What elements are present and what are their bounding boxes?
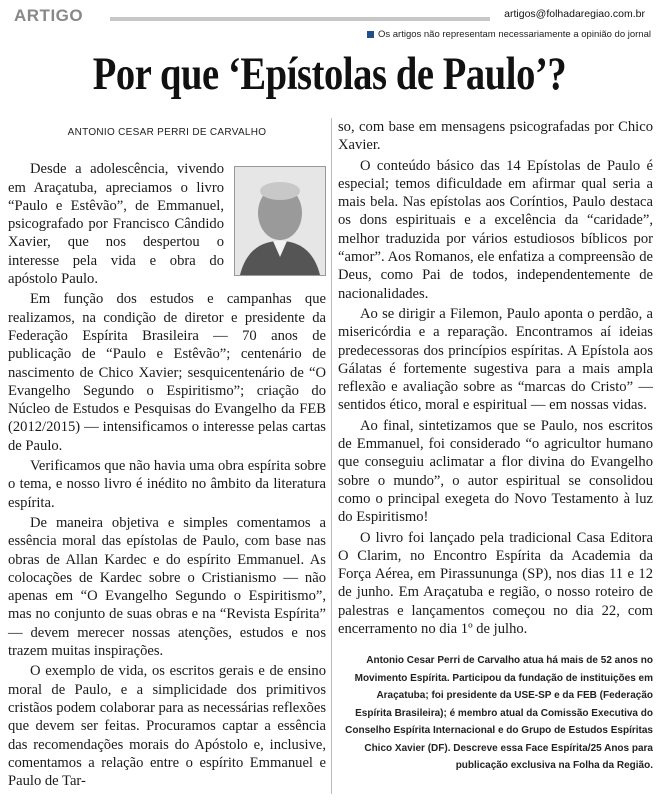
contact-email[interactable]: artigos@folhadaregiao.com.br (504, 8, 645, 20)
disclaimer-text: Os artigos não representam necessariamente a opinião do jornal (377, 29, 651, 40)
paragraph: O conteúdo básico das 14 Epístolas de Paulo é especial; temos dificuldade em afirmar qual seria a mais bela. Nas epístolas aos Coríntios, Paulo destaca os dons espirituais e a excelência da “caridade”, melhor traduzida por vários estudiosos bíblicos por “amor”. Aos Romanos, ele enfatiza a compreensão de Deus, como Pai de todos, independentemente de nacionalidades. (338, 157, 653, 302)
paragraph: O livro foi lançado pela tradicional Casa Editora O Clarim, no Encontro Espírita da Academia da Força Aérea, em Pirassununga (SP), nos dias 11 e 12 de junho. Em Araçatuba e região, o nosso roteiro de palestras e lançamentos começou no dia 22, com encerramento no dia 1º de julho. (338, 529, 653, 638)
square-bullet-icon (367, 31, 374, 38)
section-label: ARTIGO (14, 6, 84, 25)
author-byline: ANTONIO CESAR PERRI DE CARVALHO (67, 127, 267, 138)
column-divider (331, 118, 332, 794)
page-header (6, 4, 651, 40)
disclaimer (367, 29, 651, 40)
right-column (338, 118, 653, 775)
portrait-icon (235, 167, 325, 275)
author-photo (234, 166, 326, 276)
paragraph: De maneira objetiva e simples comentamos a essência moral das epístolas de Paulo, com base nas obras de Allan Kardec e do espírito Emmanuel. As colocações de Kardec sobre o Cristianismo — não apenas em “O Evangelho Segundo o Espiritismo”, mas no conjunto de suas obras e na “Revista Espírita” — devem merecer nossas atenções, estudos e nos trazem muitas inspirações. (8, 514, 326, 660)
paragraph: Ao se dirigir a Filemon, Paulo aponta o perdão, a misericórdia e a reparação. Encontramos aí ideias predecessoras dos princípios espíritas. A Epístola aos Gálatas é fortemente sugestiva para a mais ampla reflexão e avaliação sobre as “marcas do Cristo” — sentidos ético, moral e espiritual — em nossas vidas. (338, 305, 653, 414)
paragraph: O exemplo de vida, os escritos gerais e de ensino moral de Paulo, e a simplicidade dos primitivos cristãos podem colaborar para as necessárias reflexões que devem ser feitas. Procuramos captar a essência das recomendações morais do Apóstolo e, inclusive, comentamos a relação entre o espírito Emmanuel e Paulo de Tar- (8, 663, 326, 790)
paragraph: so, com base em mensagens psicografadas por Chico Xavier. (338, 119, 653, 154)
paragraph: Ao final, sintetizamos que se Paulo, nos escritos de Emmanuel, foi considerado “o agricultor humano que conseguiu aclimatar a flor divina do Evangelho sobre o mundo”, o autor espiritual se consolidou como o principal exegeta do Novo Testamento à luz do Espiritismo! (338, 417, 653, 526)
author-bio: Antonio Cesar Perri de Carvalho atua há mais de 52 anos no Movimento Espírita. Participou da fundação de instituições em Araçatuba; foi presidente da USE-SP e da FEB (Federação Espírita Brasileira); é membro atual da Comissão Executiva do Conselho Espírita Internacional e do Grupo de Estudos Espíritas Chico Xavier (DF). Descreve essa Face Espírita/25 Anos para publicação exclusiva na Folha da Região. (345, 655, 653, 772)
paragraph: Verificamos que não havia uma obra espírita sobre o tema, e nosso livro é inédito no âmbito da literatura espírita. (8, 458, 326, 511)
left-column (8, 120, 326, 790)
header-rule (110, 17, 490, 21)
paragraph: Em função dos estudos e campanhas que realizamos, na condição de diretor e presidente da Federação Espírita Brasileira — 70 anos de publicação de “Paulo e Estêvão”; centenário de nascimento de Chico Xavier; sesquicentenário de “O Evangelho Segundo o Espiritismo”; criação do Núcleo de Estudos e Pesquisas do Evangelho da FEB (2012/2015) — intensificamos o interesse pelas cartas de Paulo. (8, 291, 326, 454)
paragraph: Desde a adolescência, vivendo em Araçatuba, apreciamos o livro “Paulo e Estêvão”, de Emmanuel, psicografado por Francisco Cândido Xavier, que nos despertou o interesse pela vida e obra do apóstolo Paulo. (8, 161, 224, 288)
article-title: Por que ‘Epístolas de Paulo’? (92, 48, 567, 100)
